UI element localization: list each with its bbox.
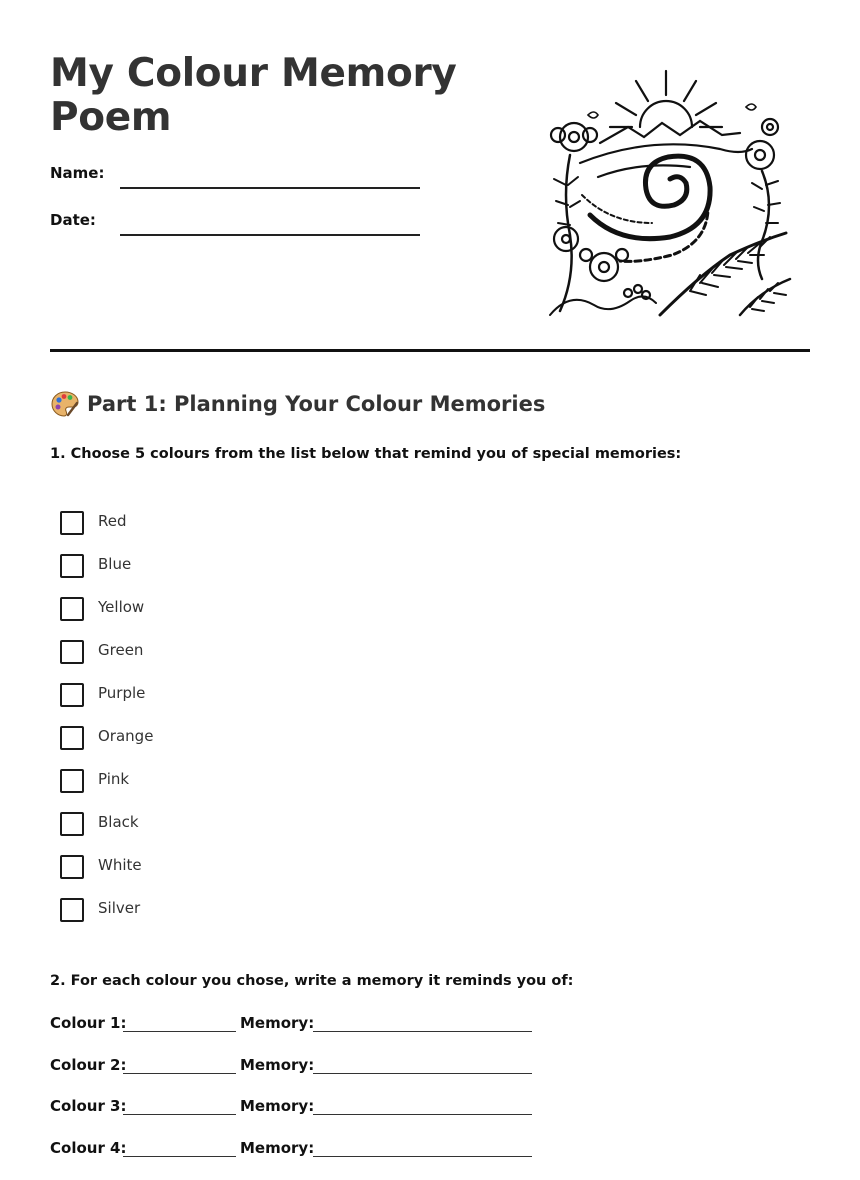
- checkbox[interactable]: [60, 812, 84, 836]
- checklist-item-black[interactable]: [60, 810, 360, 853]
- checkbox[interactable]: [60, 683, 84, 707]
- checkbox[interactable]: [60, 769, 84, 793]
- memory-row: [50, 1056, 810, 1098]
- memory-label: Memory:: [240, 1139, 314, 1157]
- checklist-item-pink[interactable]: [60, 767, 360, 810]
- part1-heading: [50, 388, 545, 420]
- colour-blank[interactable]: [123, 1073, 236, 1074]
- memory-row: [50, 1097, 810, 1139]
- checkbox-label: Orange: [98, 727, 153, 745]
- checkbox-label: Yellow: [98, 598, 144, 616]
- colour-blank[interactable]: [123, 1114, 236, 1115]
- checklist-item-silver[interactable]: [60, 896, 360, 939]
- checkbox-label: Purple: [98, 684, 145, 702]
- colour-blank[interactable]: [123, 1031, 236, 1032]
- memory-row: [50, 1139, 810, 1180]
- date-line[interactable]: [120, 234, 420, 236]
- date-label: Date:: [50, 211, 96, 229]
- checklist-item-red[interactable]: [60, 509, 360, 552]
- checkbox[interactable]: [60, 640, 84, 664]
- checklist-item-purple[interactable]: [60, 681, 360, 724]
- checkbox-label: Pink: [98, 770, 129, 788]
- checklist-item-white[interactable]: [60, 853, 360, 896]
- memory-rows: [50, 1014, 810, 1180]
- memory-label: Memory:: [240, 1056, 314, 1074]
- memory-label: Memory:: [240, 1014, 314, 1032]
- memory-blank[interactable]: [313, 1073, 532, 1074]
- checkbox-label: Silver: [98, 899, 140, 917]
- checkbox[interactable]: [60, 855, 84, 879]
- colour-checklist: [60, 509, 360, 939]
- worksheet-title: My Colour Memory Poem: [50, 52, 470, 140]
- memory-label: Memory:: [240, 1097, 314, 1115]
- checkbox[interactable]: [60, 554, 84, 578]
- checkbox[interactable]: [60, 597, 84, 621]
- checklist-item-yellow[interactable]: [60, 595, 360, 638]
- landscape-illustration: [540, 65, 800, 325]
- memory-blank[interactable]: [313, 1114, 532, 1115]
- date-field[interactable]: [50, 211, 430, 235]
- colour-label: Colour 1:: [50, 1014, 127, 1032]
- checklist-item-blue[interactable]: [60, 552, 360, 595]
- question-2: 2. For each colour you chose, write a memory it reminds you of:: [50, 973, 573, 989]
- artist-palette-icon: [50, 389, 80, 419]
- checklist-item-green[interactable]: [60, 638, 360, 681]
- checkbox-label: Red: [98, 512, 127, 530]
- checkbox[interactable]: [60, 898, 84, 922]
- checkbox-label: Blue: [98, 555, 131, 573]
- name-field[interactable]: [50, 164, 430, 188]
- question-1: 1. Choose 5 colours from the list below that remind you of special memories:: [50, 446, 681, 462]
- section-divider: [50, 349, 810, 352]
- checkbox-label: Black: [98, 813, 139, 831]
- colour-label: Colour 2:: [50, 1056, 127, 1074]
- checkbox[interactable]: [60, 726, 84, 750]
- memory-blank[interactable]: [313, 1156, 532, 1157]
- colour-label: Colour 4:: [50, 1139, 127, 1157]
- part1-title: Part 1: Planning Your Colour Memories: [87, 392, 545, 416]
- checkbox-label: Green: [98, 641, 143, 659]
- colour-label: Colour 3:: [50, 1097, 127, 1115]
- colour-blank[interactable]: [123, 1156, 236, 1157]
- checklist-item-orange[interactable]: [60, 724, 360, 767]
- checkbox-label: White: [98, 856, 142, 874]
- memory-row: [50, 1014, 810, 1056]
- memory-blank[interactable]: [313, 1031, 532, 1032]
- name-label: Name:: [50, 164, 104, 182]
- checkbox[interactable]: [60, 511, 84, 535]
- name-line[interactable]: [120, 187, 420, 189]
